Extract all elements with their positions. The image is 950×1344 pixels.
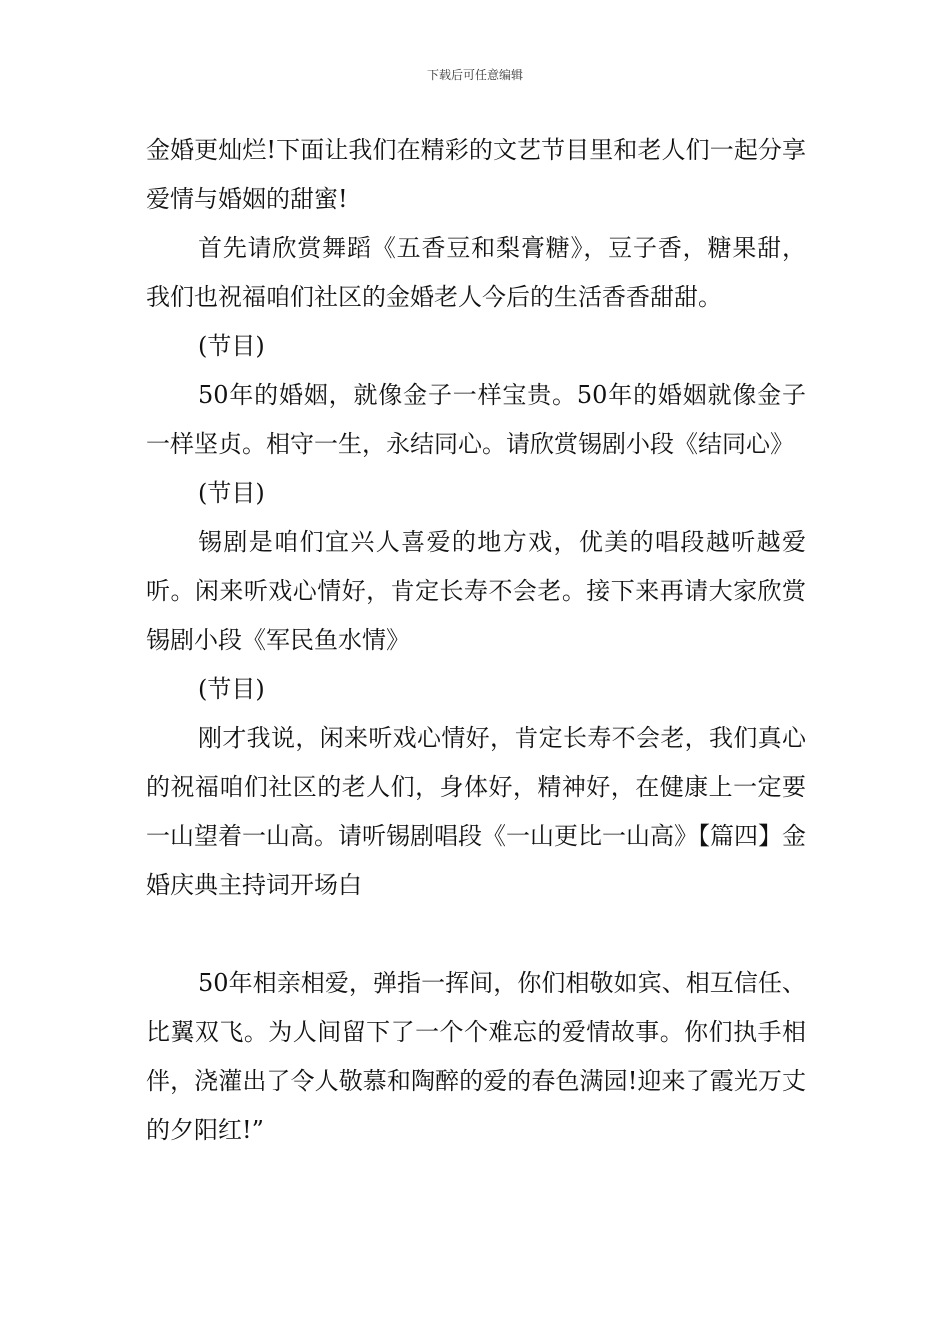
paragraph-9: 50年相亲相爱，弹指一挥间，你们相敬如宾、相互信任、比翼双飞。为人间留下了一个个难忘的爱情故事。你们执手相伴，浇灌出了令人敬慕和陶醉的爱的春色满园!迎来了霞光万丈的夕阳红!” [146, 969, 806, 1144]
paragraph-5: (节目) [198, 479, 265, 507]
paragraph-6: 锡剧是咱们宜兴人喜爱的地方戏，优美的唱段越听越爱听。闲来听戏心情好，肯定长寿不会老。接下来再请大家欣赏锡剧小段《军民鱼水情》 [146, 528, 806, 654]
paragraph-2: 首先请欣赏舞蹈《五香豆和梨膏糖》，豆子香，糖果甜，我们也祝福咱们社区的金婚老人今后的生活香香甜甜。 [146, 234, 806, 311]
paragraph-7: (节目) [198, 675, 265, 703]
page-header: 下载后可任意编辑 [426, 68, 523, 82]
paragraph-gap [146, 910, 806, 959]
paragraph-1: 金婚更灿烂!下面让我们在精彩的文艺节目里和老人们一起分享爱情与婚姻的甜蜜! [146, 136, 806, 213]
paragraph-4: 50年的婚姻，就像金子一样宝贵。50年的婚姻就像金子一样坚贞。相守一生，永结同心。请欣赏锡剧小段《结同心》 [146, 381, 806, 458]
document-body [146, 126, 806, 1155]
paragraph-3: (节目) [198, 332, 265, 360]
paragraph-8: 刚才我说，闲来听戏心情好，肯定长寿不会老，我们真心的祝福咱们社区的老人们，身体好，精神好，在健康上一定要一山望着一山高。请听锡剧唱段《一山更比一山高》【篇四】金婚庆典主持词开场白 [146, 724, 806, 899]
